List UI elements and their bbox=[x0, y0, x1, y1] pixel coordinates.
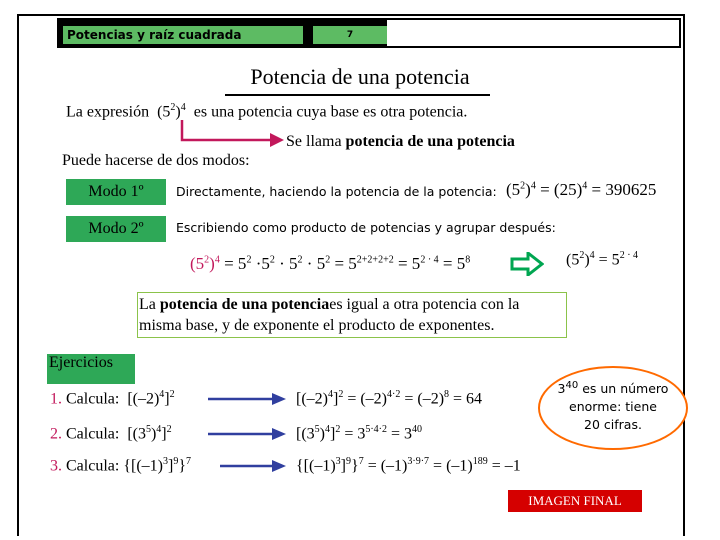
result-arrow-icon bbox=[510, 252, 544, 276]
definition-box: La potencia de una potenciaes igual a otra potencia con la misma base, y de exponente el producto de exponentes. bbox=[137, 292, 567, 338]
header-title: Potencias y raíz cuadrada bbox=[63, 26, 303, 44]
modo2-result: $(5^2)^4 = 5^{2 \cdot 4}$ bbox=[566, 250, 639, 269]
named-text: Se llama potencia de una potencia bbox=[286, 133, 515, 150]
exercise-1-answer: $[(-2)^4]^2 = (-2)^{4\cdot 2} = (-2)^8 = 64$ bbox=[296, 389, 483, 408]
page-number: 7 bbox=[313, 26, 387, 44]
exercise-3-question: 3. Calcula: $\{[(-1)^3]^9\}^7$ bbox=[50, 456, 191, 475]
title-underline bbox=[225, 94, 490, 96]
exercise-1-arrow[interactable] bbox=[206, 391, 288, 407]
intro-arrow bbox=[180, 118, 290, 148]
exercises-heading: Ejercicios bbox=[47, 354, 135, 384]
page-title: Potencia de una potencia bbox=[250, 64, 470, 89]
final-image-button[interactable]: IMAGEN FINAL bbox=[508, 490, 642, 512]
modo2-label: Modo 2º bbox=[66, 216, 166, 242]
modo1-text: Directamente, haciendo la potencia de la potencia: bbox=[176, 184, 497, 199]
note-bubble: $3^{40}$ es un número enorme: tiene 20 cifras. bbox=[538, 366, 688, 450]
modo1-label: Modo 1º bbox=[66, 179, 166, 205]
exercise-3-arrow[interactable] bbox=[218, 458, 288, 474]
exercise-1-question: 1. Calcula: $[(-2)^4]^2$ bbox=[50, 389, 175, 408]
modo1-formula: $(5^2)^4 = (25)^4 = 390625$ bbox=[506, 180, 657, 199]
modo2-text: Escribiendo como producto de potencias y agrupar después: bbox=[176, 220, 556, 235]
intro-text: La expresión $(5^2)^4$ es una potencia cuya base es otra potencia. bbox=[66, 102, 468, 121]
exercise-3-answer: $\{[(-1)^3]^9\}^7 = (-1)^{3\cdot 9\cdot 7} = (-1)^{189} = -1$ bbox=[296, 456, 521, 475]
modo2-formula: $(5^2)^4 = 5^2 \cdot 5^2 \cdot 5^2 \cdot 5^2 = 5^{2+2+2+2} = 5^{2 \cdot 4} = 5^8$ bbox=[190, 254, 471, 273]
exercise-2-arrow[interactable] bbox=[206, 426, 288, 442]
exercise-2-question: 2. Calcula: $[(3^5)^4]^2$ bbox=[50, 424, 172, 443]
header-right-box bbox=[387, 18, 681, 48]
modes-intro: Puede hacerse de dos modos: bbox=[62, 152, 250, 169]
exercise-2-answer: $[(3^5)^4]^2 = 3^{5\cdot 4\cdot 2} = 3^{40}$ bbox=[296, 424, 423, 443]
